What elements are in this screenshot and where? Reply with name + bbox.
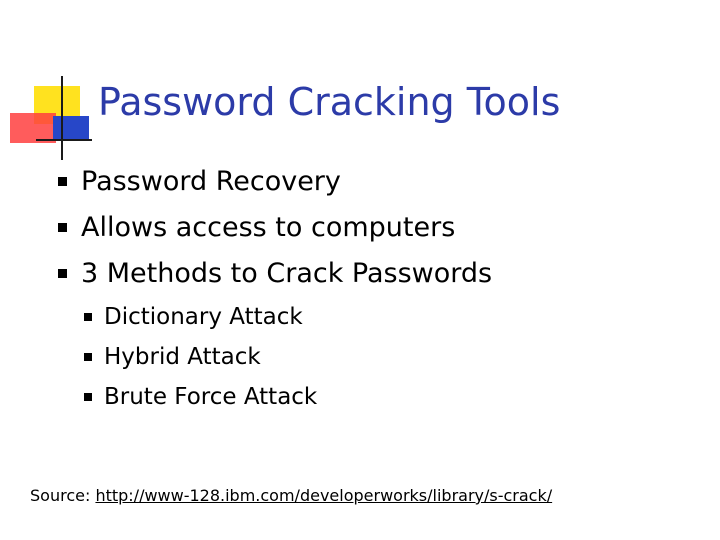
source-link[interactable]: http://www-128.ibm.com/developerworks/library/s-crack/ xyxy=(95,486,553,505)
bullet-text: Allows access to computers xyxy=(81,212,456,243)
bullet-marker-icon xyxy=(58,223,67,232)
bullet-item xyxy=(54,212,455,243)
bullet-marker-icon xyxy=(58,177,67,186)
sub-bullet-text: Hybrid Attack xyxy=(104,344,261,370)
source-label: Source: xyxy=(30,486,91,505)
slide-title: Password Cracking Tools xyxy=(98,80,561,124)
bullet-marker-icon xyxy=(58,269,67,278)
sub-bullet-marker-icon xyxy=(84,393,92,401)
title-decoration xyxy=(0,0,110,170)
sub-bullet-text: Brute Force Attack xyxy=(104,384,318,410)
bullet-text: Password Recovery xyxy=(81,166,341,197)
sub-bullet-marker-icon xyxy=(84,313,92,321)
bullet-item xyxy=(54,166,341,197)
vertical-rule xyxy=(61,76,63,160)
sub-bullet-item xyxy=(84,384,317,410)
sub-bullet-item xyxy=(84,344,261,370)
source-citation xyxy=(30,486,552,505)
horizontal-rule xyxy=(36,139,92,141)
bullet-text: 3 Methods to Crack Passwords xyxy=(81,258,493,289)
sub-bullet-text: Dictionary Attack xyxy=(104,304,303,330)
sub-bullet-marker-icon xyxy=(84,353,92,361)
bullet-item xyxy=(54,258,492,289)
blue-square xyxy=(53,116,89,140)
sub-bullet-item xyxy=(84,304,303,330)
